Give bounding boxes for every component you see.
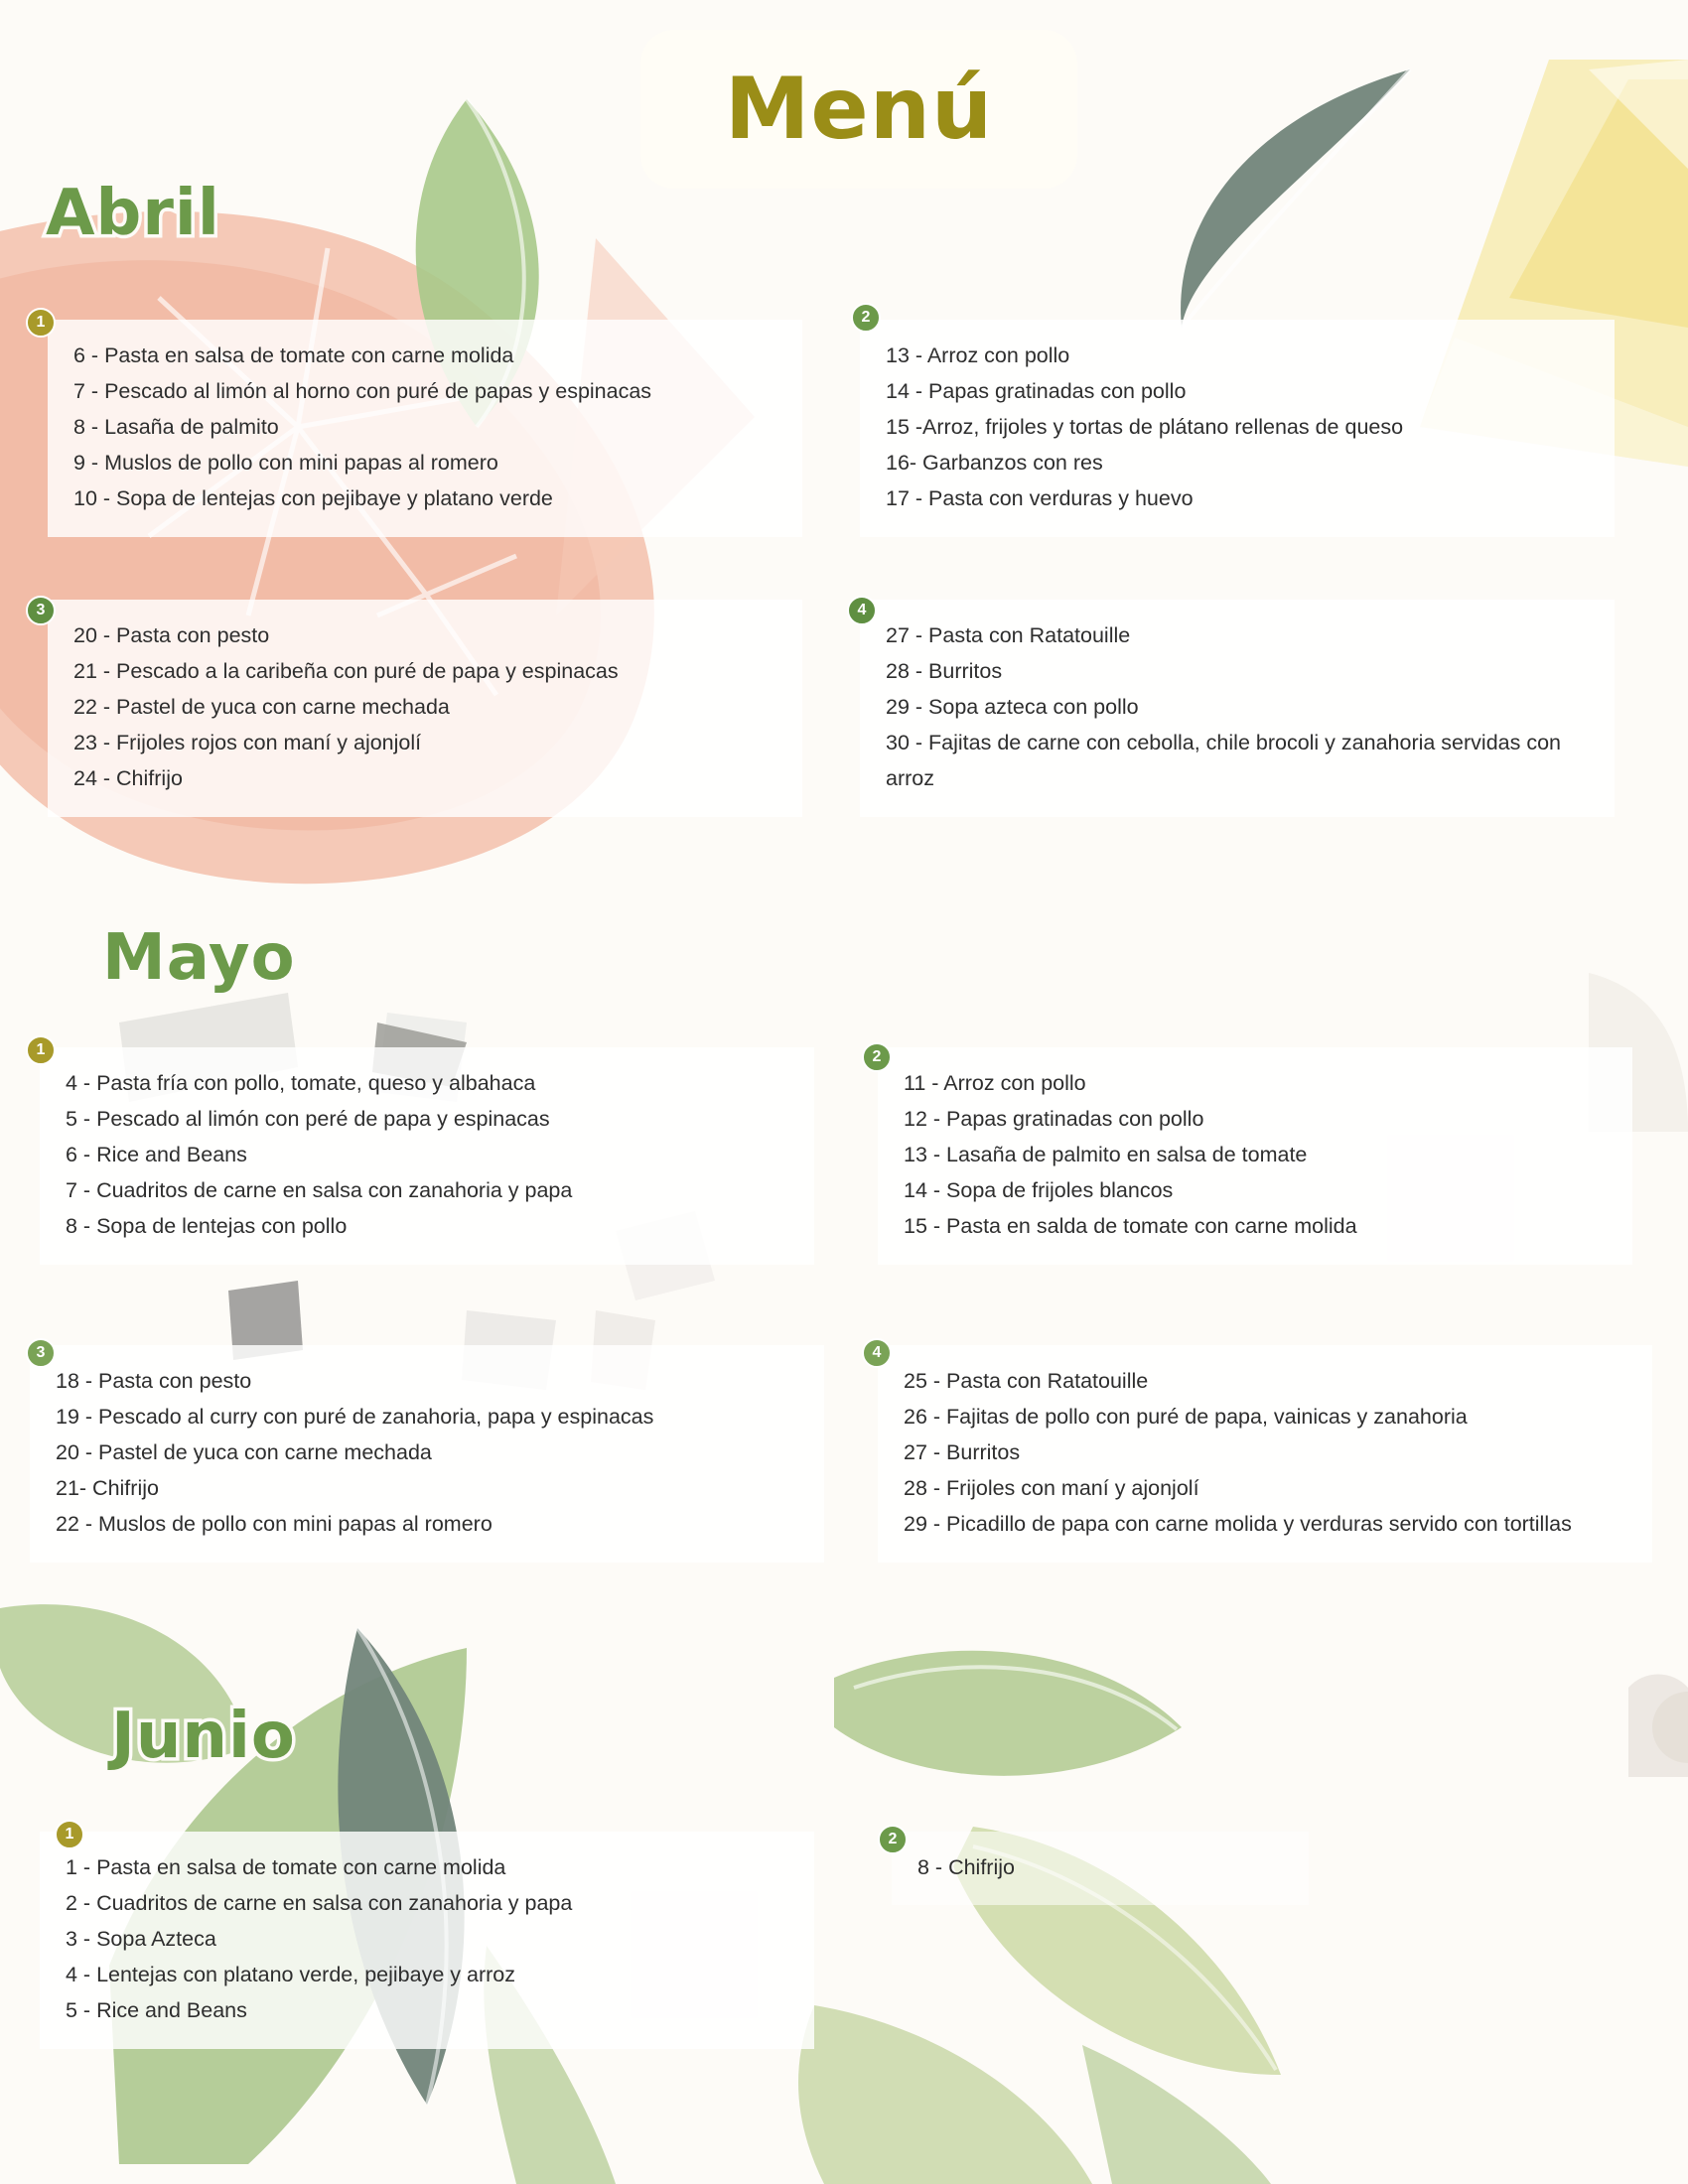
menu-item: 8 - Chifrijo — [917, 1855, 1015, 1879]
menu-item: 2 - Cuadritos de carne en salsa con zanahoria y papa — [66, 1891, 573, 1916]
group-badge-mayo-2: 2 — [862, 1042, 892, 1072]
menu-item: 14 - Papas gratinadas con pollo — [886, 379, 1187, 404]
menu-item: 17 - Pasta con verduras y huevo — [886, 486, 1194, 511]
menu-block-abril-1 — [48, 320, 802, 537]
menu-item: 7 - Cuadritos de carne en salsa con zanahoria y papa — [66, 1178, 573, 1203]
menu-item: 18 - Pasta con pesto — [56, 1369, 252, 1393]
menu-item: 4 - Pasta fría con pollo, tomate, queso y albahaca — [66, 1071, 536, 1095]
menu-item: 5 - Pescado al limón con peré de papa y espinacas — [66, 1107, 550, 1132]
group-badge-abril-4: 4 — [847, 596, 877, 625]
menu-item: 14 - Sopa de frijoles blancos — [904, 1178, 1174, 1203]
menu-item: 20 - Pastel de yuca con carne mechada — [56, 1440, 432, 1465]
group-badge-mayo-1: 1 — [26, 1035, 56, 1065]
menu-item: 6 - Pasta en salsa de tomate con carne molida — [73, 343, 514, 367]
menu-item: 9 - Muslos de pollo con mini papas al romero — [73, 451, 498, 476]
menu-item: 29 - Picadillo de papa con carne molida y verduras servido con tortillas — [904, 1512, 1572, 1537]
menu-block-junio-2 — [892, 1832, 1309, 1905]
menu-item: 29 - Sopa azteca con pollo — [886, 695, 1139, 720]
menu-item: 8 - Lasaña de palmito — [73, 415, 279, 440]
group-badge-junio-1: 1 — [55, 1820, 84, 1849]
menu-item: 20 - Pasta con pesto — [73, 623, 270, 647]
menu-title-card — [640, 30, 1077, 189]
group-badge-mayo-4: 4 — [862, 1338, 892, 1368]
menu-item: 28 - Frijoles con maní y ajonjolí — [904, 1476, 1199, 1501]
group-badge-abril-3: 3 — [26, 596, 56, 625]
menu-item: 24 - Chifrijo — [73, 766, 183, 791]
menu-item: 8 - Sopa de lentejas con pollo — [66, 1214, 348, 1239]
menu-block-mayo-3 — [30, 1345, 824, 1563]
month-heading-mayo: Mayo — [102, 921, 296, 995]
group-badge-mayo-3: 3 — [26, 1338, 56, 1368]
menu-block-mayo-1 — [40, 1047, 814, 1265]
menu-item: 25 - Pasta con Ratatouille — [904, 1369, 1149, 1393]
menu-item: 27 - Burritos — [904, 1440, 1021, 1465]
menu-item: 27 - Pasta con Ratatouille — [886, 623, 1131, 647]
menu-item: 22 - Muslos de pollo con mini papas al romero — [56, 1512, 492, 1537]
menu-item: 28 - Burritos — [886, 659, 1003, 684]
menu-item: 23 - Frijoles rojos con maní y ajonjolí — [73, 731, 422, 755]
menu-item: 15 - Pasta en salda de tomate con carne molida — [904, 1214, 1357, 1239]
group-badge-abril-2: 2 — [851, 303, 881, 333]
menu-item: 22 - Pastel de yuca con carne mechada — [73, 695, 450, 720]
menu-item: 4 - Lentejas con platano verde, pejibaye y arroz — [66, 1963, 515, 1987]
menu-item: 30 - Fajitas de carne con cebolla, chile brocoli y zanahoria servidas con arroz — [886, 731, 1562, 791]
menu-block-abril-2 — [860, 320, 1615, 537]
menu-block-abril-4 — [860, 600, 1615, 817]
menu-item: 21 - Pescado a la caribeña con puré de papa y espinacas — [73, 659, 619, 684]
menu-item: 26 - Fajitas de pollo con puré de papa, vainicas y zanahoria — [904, 1405, 1468, 1430]
menu-item: 15 -Arroz, frijoles y tortas de plátano rellenas de queso — [886, 415, 1404, 440]
menu-item: 13 - Arroz con pollo — [886, 343, 1070, 367]
month-heading-junio: Junio — [111, 1700, 296, 1773]
menu-item: 13 - Lasaña de palmito en salsa de tomate — [904, 1143, 1308, 1167]
menu-item: 21- Chifrijo — [56, 1476, 159, 1501]
menu-block-abril-3 — [48, 600, 802, 817]
menu-block-mayo-4 — [878, 1345, 1652, 1563]
menu-item: 19 - Pescado al curry con puré de zanahoria, papa y espinacas — [56, 1405, 654, 1430]
menu-item: 5 - Rice and Beans — [66, 1998, 247, 2023]
menu-item: 1 - Pasta en salsa de tomate con carne molida — [66, 1855, 506, 1879]
page-title: Menú — [724, 60, 994, 159]
menu-item: 6 - Rice and Beans — [66, 1143, 247, 1167]
menu-item: 10 - Sopa de lentejas con pejibaye y platano verde — [73, 486, 553, 511]
menu-item: 7 - Pescado al limón al horno con puré de papas y espinacas — [73, 379, 652, 404]
menu-item: 11 - Arroz con pollo — [904, 1071, 1086, 1095]
menu-item: 16- Garbanzos con res — [886, 451, 1103, 476]
month-heading-abril: Abril — [46, 177, 220, 250]
menu-block-mayo-2 — [878, 1047, 1632, 1265]
group-badge-junio-2: 2 — [878, 1825, 908, 1854]
menu-block-junio-1 — [40, 1832, 814, 2049]
group-badge-abril-1: 1 — [26, 308, 56, 338]
menu-item: 3 - Sopa Azteca — [66, 1927, 216, 1952]
menu-item: 12 - Papas gratinadas con pollo — [904, 1107, 1204, 1132]
